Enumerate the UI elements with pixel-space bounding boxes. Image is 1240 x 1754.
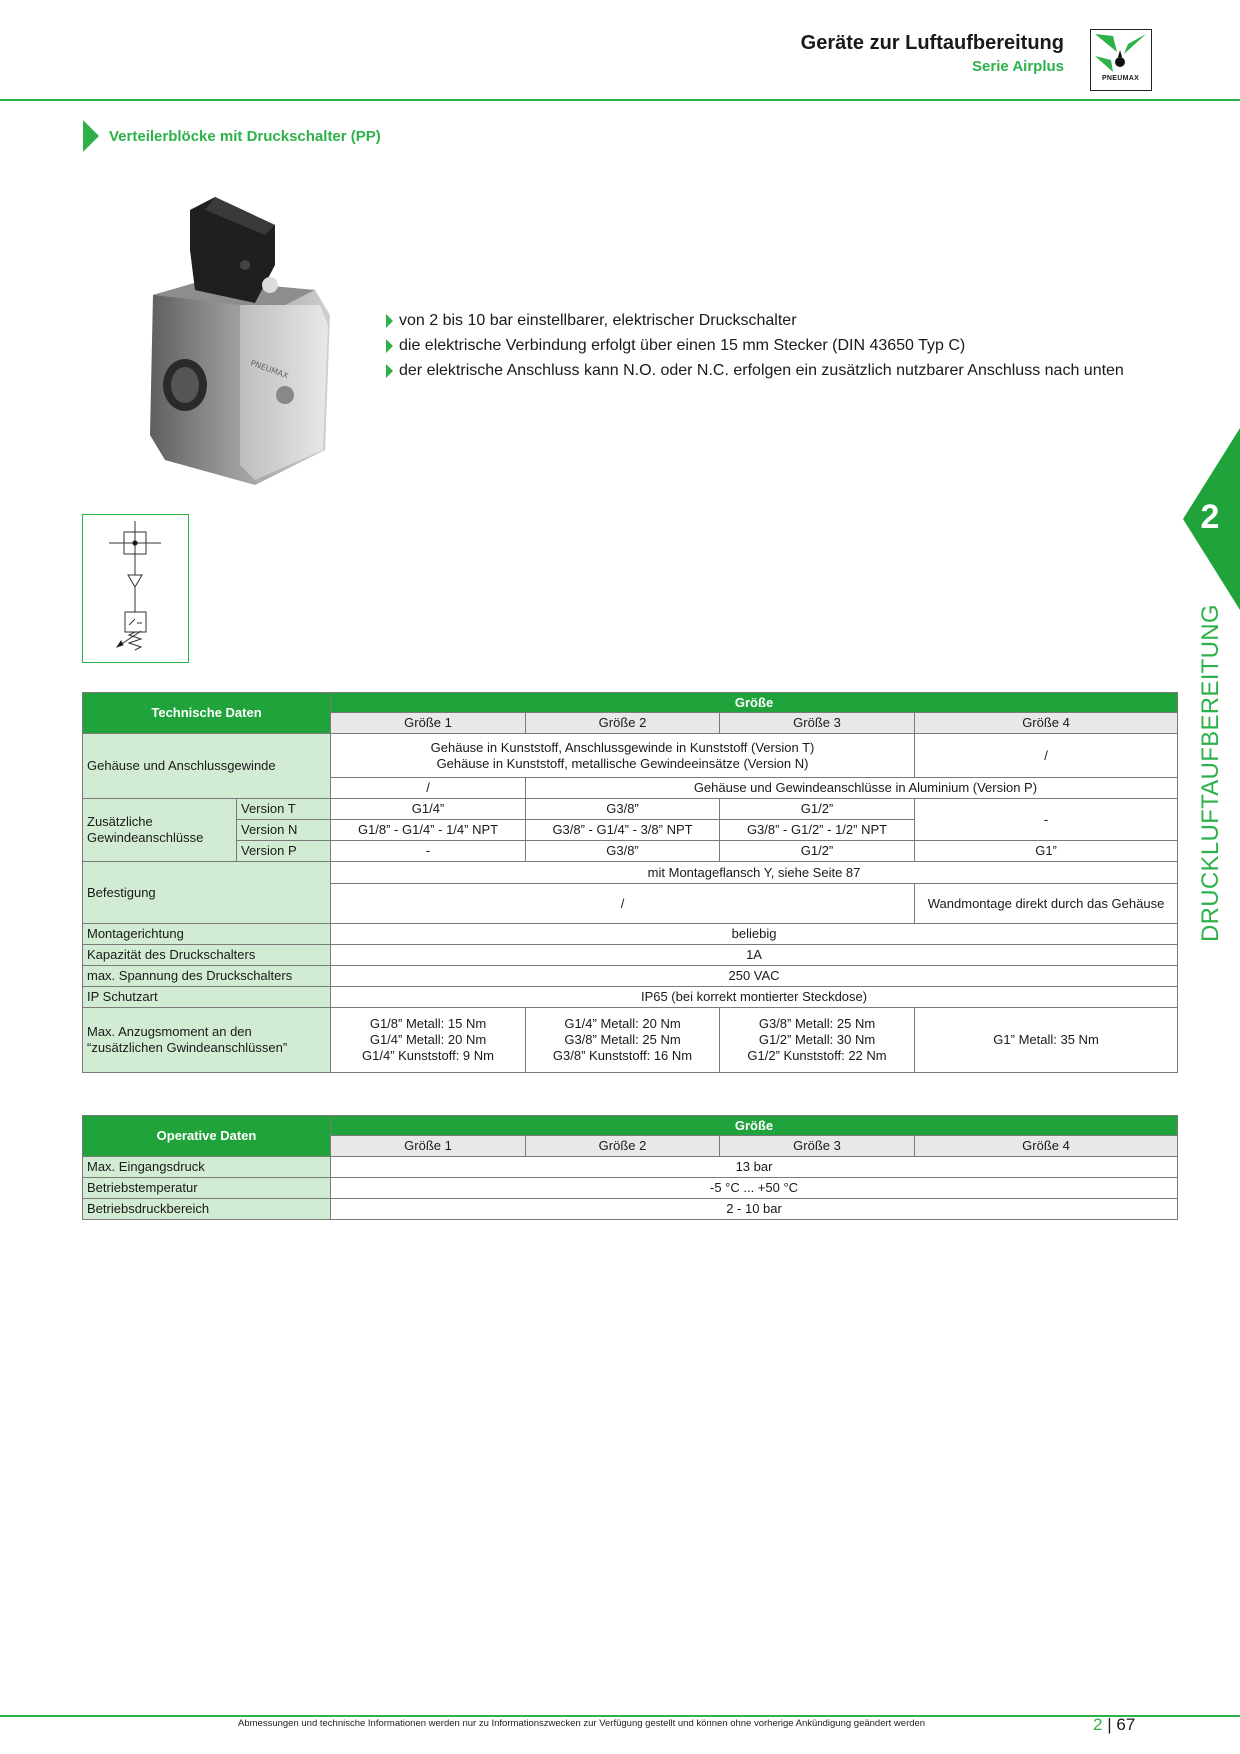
table-cell: / bbox=[331, 884, 915, 924]
table-cell: mit Montageflansch Y, siehe Seite 87 bbox=[331, 862, 1178, 884]
footer-divider bbox=[0, 1715, 1240, 1717]
table-cell: 2 - 10 bar bbox=[331, 1199, 1178, 1220]
row-label: Betriebstemperatur bbox=[83, 1178, 331, 1199]
size-header: Größe 3 bbox=[720, 713, 915, 734]
table-header-operative: Operative Daten bbox=[83, 1116, 331, 1157]
size-header: Größe 3 bbox=[720, 1136, 915, 1157]
size-header: Größe 2 bbox=[526, 713, 720, 734]
row-label-anzug: Max. Anzugsmoment an den “zusätzlichen Gwindeanschlüssen” bbox=[83, 1008, 331, 1073]
technical-data-table bbox=[82, 692, 1178, 1073]
chapter-label: DRUCKLUFTAUFBEREITUNG bbox=[1197, 604, 1224, 942]
table-cell: Gehäuse in Kunststoff, Anschlussgewinde in Kunststoff (Version T) Gehäuse in Kunststoff, metallische Gewindeeinsätze (Version N) bbox=[331, 734, 915, 778]
size-header: Größe 4 bbox=[915, 713, 1178, 734]
footer-disclaimer: Abmessungen und technische Informationen werden nur zu Informationszwecken zur Verfügung gestellt und können ohne vorherige Ankündigung geändert werden bbox=[238, 1718, 926, 1729]
table-cell: IP65 (bei korrekt montierter Steckdose) bbox=[331, 987, 1178, 1008]
size-header: Größe 2 bbox=[526, 1136, 720, 1157]
page-separator: | bbox=[1107, 1715, 1112, 1734]
table-group-header: Größe bbox=[331, 693, 1178, 713]
table-cell: G3/8” bbox=[526, 799, 720, 820]
table-cell: G1/2” bbox=[720, 841, 915, 862]
table-cell: -5 °C ... +50 °C bbox=[331, 1178, 1178, 1199]
row-label-gehaeuse: Gehäuse und Anschlussgewinde bbox=[83, 734, 331, 799]
pressure-switch-symbol-icon bbox=[83, 515, 188, 662]
chapter-number: 2 bbox=[1200, 498, 1220, 536]
row-label: Montagerichtung bbox=[83, 924, 331, 945]
size-header: Größe 1 bbox=[331, 713, 526, 734]
table-cell: Wandmontage direkt durch das Gehäuse bbox=[915, 884, 1178, 924]
operative-data-table bbox=[82, 1115, 1178, 1220]
bullet-arrow-icon bbox=[386, 314, 393, 328]
row-label: IP Schutzart bbox=[83, 987, 331, 1008]
table-cell: G3/8” - G1/4” - 3/8” NPT bbox=[526, 820, 720, 841]
table-cell: - bbox=[915, 799, 1178, 841]
table-cell: 1A bbox=[331, 945, 1178, 966]
row-label-zusatz: Zusätzliche Gewindeanschlüsse bbox=[83, 799, 237, 862]
row-label: Kapazität des Druckschalters bbox=[83, 945, 331, 966]
table-cell: 13 bar bbox=[331, 1157, 1178, 1178]
bullet-arrow-icon bbox=[386, 339, 393, 353]
version-label: Version T bbox=[237, 799, 331, 820]
logo-text: PNEUMAX bbox=[1101, 75, 1140, 82]
page-header-title: Geräte zur Luftaufbereitung bbox=[800, 32, 1064, 54]
page-header-subtitle: Serie Airplus bbox=[972, 58, 1064, 75]
table-cell: G1/4” bbox=[331, 799, 526, 820]
row-label: max. Spannung des Druckschalters bbox=[83, 966, 331, 987]
page-number bbox=[1093, 1715, 1135, 1735]
table-cell: G1/4” Metall: 20 Nm G3/8” Metall: 25 Nm G3/8” Kunststoff: 16 Nm bbox=[526, 1008, 720, 1073]
row-label: Betriebsdruckbereich bbox=[83, 1199, 331, 1220]
row-label: Max. Eingangsdruck bbox=[83, 1157, 331, 1178]
page-num: 67 bbox=[1116, 1715, 1136, 1734]
table-cell: G3/8” Metall: 25 Nm G1/2” Metall: 30 Nm G1/2” Kunststoff: 22 Nm bbox=[720, 1008, 915, 1073]
table-cell: G1/2” bbox=[720, 799, 915, 820]
size-header: Größe 1 bbox=[331, 1136, 526, 1157]
section-arrow-icon bbox=[83, 120, 99, 152]
table-cell: G1/8” - G1/4” - 1/4” NPT bbox=[331, 820, 526, 841]
bullet-arrow-icon bbox=[386, 364, 393, 378]
table-cell: G3/8” bbox=[526, 841, 720, 862]
product-photo bbox=[145, 195, 345, 485]
chapter-ref: 2 bbox=[1093, 1715, 1103, 1734]
table-cell: G1/8” Metall: 15 Nm G1/4” Metall: 20 Nm G1/4” Kunststoff: 9 Nm bbox=[331, 1008, 526, 1073]
header-divider bbox=[0, 99, 1240, 101]
size-header: Größe 4 bbox=[915, 1136, 1178, 1157]
table-cell: - bbox=[331, 841, 526, 862]
pneumax-logo bbox=[1090, 29, 1152, 91]
pneumatic-symbol bbox=[82, 514, 189, 663]
table-cell: beliebig bbox=[331, 924, 1178, 945]
feature-item: von 2 bis 10 bar einstellbarer, elektrischer Druckschalter bbox=[386, 308, 1124, 333]
row-label-befestigung: Befestigung bbox=[83, 862, 331, 924]
version-label: Version N bbox=[237, 820, 331, 841]
table-header-technical: Technische Daten bbox=[83, 693, 331, 734]
feature-list bbox=[386, 308, 1124, 383]
table-cell: G3/8” - G1/2” - 1/2” NPT bbox=[720, 820, 915, 841]
feature-item: der elektrische Anschluss kann N.O. oder N.C. erfolgen ein zusätzlich nutzbarer Anschluss nach unten bbox=[386, 358, 1124, 383]
feature-item: die elektrische Verbindung erfolgt über einen 15 mm Stecker (DIN 43650 Typ C) bbox=[386, 333, 1124, 358]
section-title: Verteilerblöcke mit Druckschalter (PP) bbox=[109, 128, 381, 145]
table-cell: 250 VAC bbox=[331, 966, 1178, 987]
table-cell: G1” bbox=[915, 841, 1178, 862]
product-brand-text: PNEUMAX bbox=[249, 358, 290, 381]
table-cell: G1” Metall: 35 Nm bbox=[915, 1008, 1178, 1073]
version-label: Version P bbox=[237, 841, 331, 862]
table-group-header: Größe bbox=[331, 1116, 1178, 1136]
table-cell: / bbox=[915, 734, 1178, 778]
table-cell: Gehäuse und Gewindeanschlüsse in Aluminium (Version P) bbox=[526, 778, 1178, 799]
table-cell: / bbox=[331, 778, 526, 799]
